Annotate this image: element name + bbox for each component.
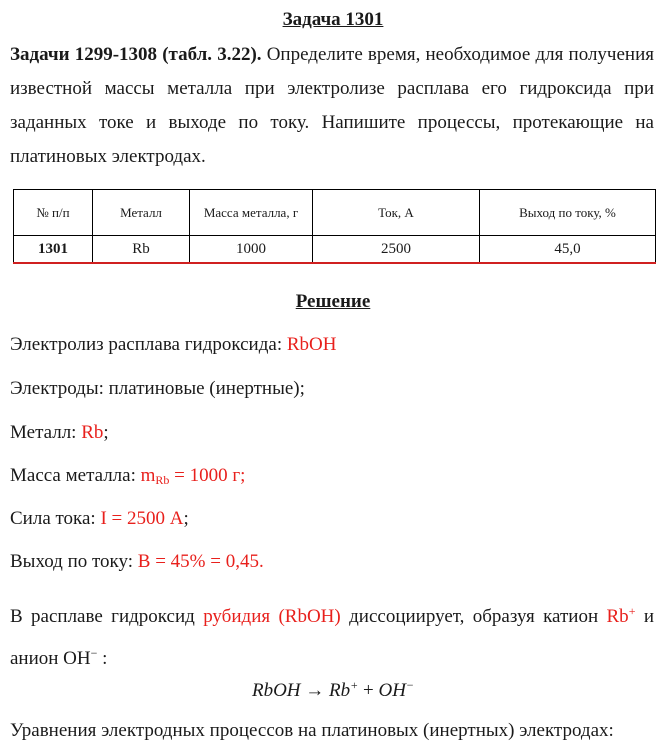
table-row	[14, 236, 656, 264]
para-text: и анион ОН	[10, 606, 655, 669]
table-cell-current: 2500	[313, 236, 480, 264]
eq-anion: OH	[378, 680, 406, 701]
problem-title: Задача 1301	[282, 9, 384, 30]
electrodes-line: Электроды: платиновые (инертные);	[10, 378, 305, 399]
cation	[607, 606, 636, 627]
table-header: Масса металла, г	[190, 190, 313, 236]
eq-reactant: RbOH	[251, 680, 301, 701]
current-value: I = 2500 А	[100, 508, 184, 529]
metal-line	[10, 422, 109, 444]
mass-label: Масса металла:	[10, 465, 141, 486]
data-table	[13, 189, 656, 264]
table-cell-yield: 45,0	[480, 236, 656, 264]
eq-anion-charge: −	[405, 678, 415, 692]
table-cell-mass: 1000	[190, 236, 313, 264]
problem-statement-text: Определите время, необходимое для получения известной массы металла при электролизе расплава его гидроксида при заданных токе и выходе по току. Напишите процессы, протекающие на платиновых электродах.	[10, 44, 654, 167]
eq-arrow: →	[300, 680, 330, 701]
para-text: :	[97, 648, 108, 669]
eq-plus: +	[358, 680, 379, 701]
table-header-row	[14, 190, 656, 236]
mass-number: = 1000 г;	[169, 465, 246, 486]
metal-tail: ;	[103, 422, 109, 443]
solution-title: Решение	[295, 291, 371, 312]
table-header: Ток, А	[313, 190, 480, 236]
metal-label: Металл:	[10, 422, 82, 443]
eq-cation-charge: +	[350, 678, 359, 692]
table-cell-metal: Rb	[93, 236, 190, 264]
current-line	[10, 508, 189, 530]
cation-symbol: Rb	[606, 606, 629, 627]
electrolysis-line	[10, 334, 336, 356]
dissociation-equation	[0, 678, 666, 702]
current-label: Сила тока:	[10, 508, 101, 529]
problem-statement	[10, 38, 654, 174]
table-header: № п/п	[14, 190, 93, 236]
eq-cation: Rb	[329, 680, 351, 701]
mass-symbol: m	[140, 465, 156, 486]
mass-value	[141, 465, 246, 486]
electrode-processes-heading: Уравнения электродных процессов на платиновых (инертных) электродах:	[10, 720, 614, 741]
mass-subscript: Rb	[155, 473, 170, 487]
problem-range-label: Задачи 1299-1308 (табл. 3.22).	[10, 44, 262, 65]
electrolysis-value: RbOH	[286, 334, 337, 355]
yield-line	[10, 551, 264, 573]
dissociation-paragraph	[10, 593, 654, 677]
cation-charge: +	[628, 604, 636, 618]
current-tail: ;	[183, 508, 189, 529]
metal-value: Rb	[81, 422, 104, 443]
yield-label: Выход по току:	[10, 551, 138, 572]
electrolysis-label: Электролиз расплава гидроксида:	[10, 334, 287, 355]
rubidium-hydroxide: рубидия (RbOH)	[203, 606, 341, 627]
anion-charge: −	[90, 646, 98, 660]
para-text: В расплаве гидроксид	[10, 606, 204, 627]
table-cell-number: 1301	[14, 236, 93, 264]
table-header: Выход по току, %	[480, 190, 656, 236]
table-header: Металл	[93, 190, 190, 236]
mass-line	[10, 465, 245, 488]
yield-value: В = 45% = 0,45.	[137, 551, 264, 572]
para-text: диссоциирует, образуя катион	[340, 606, 607, 627]
